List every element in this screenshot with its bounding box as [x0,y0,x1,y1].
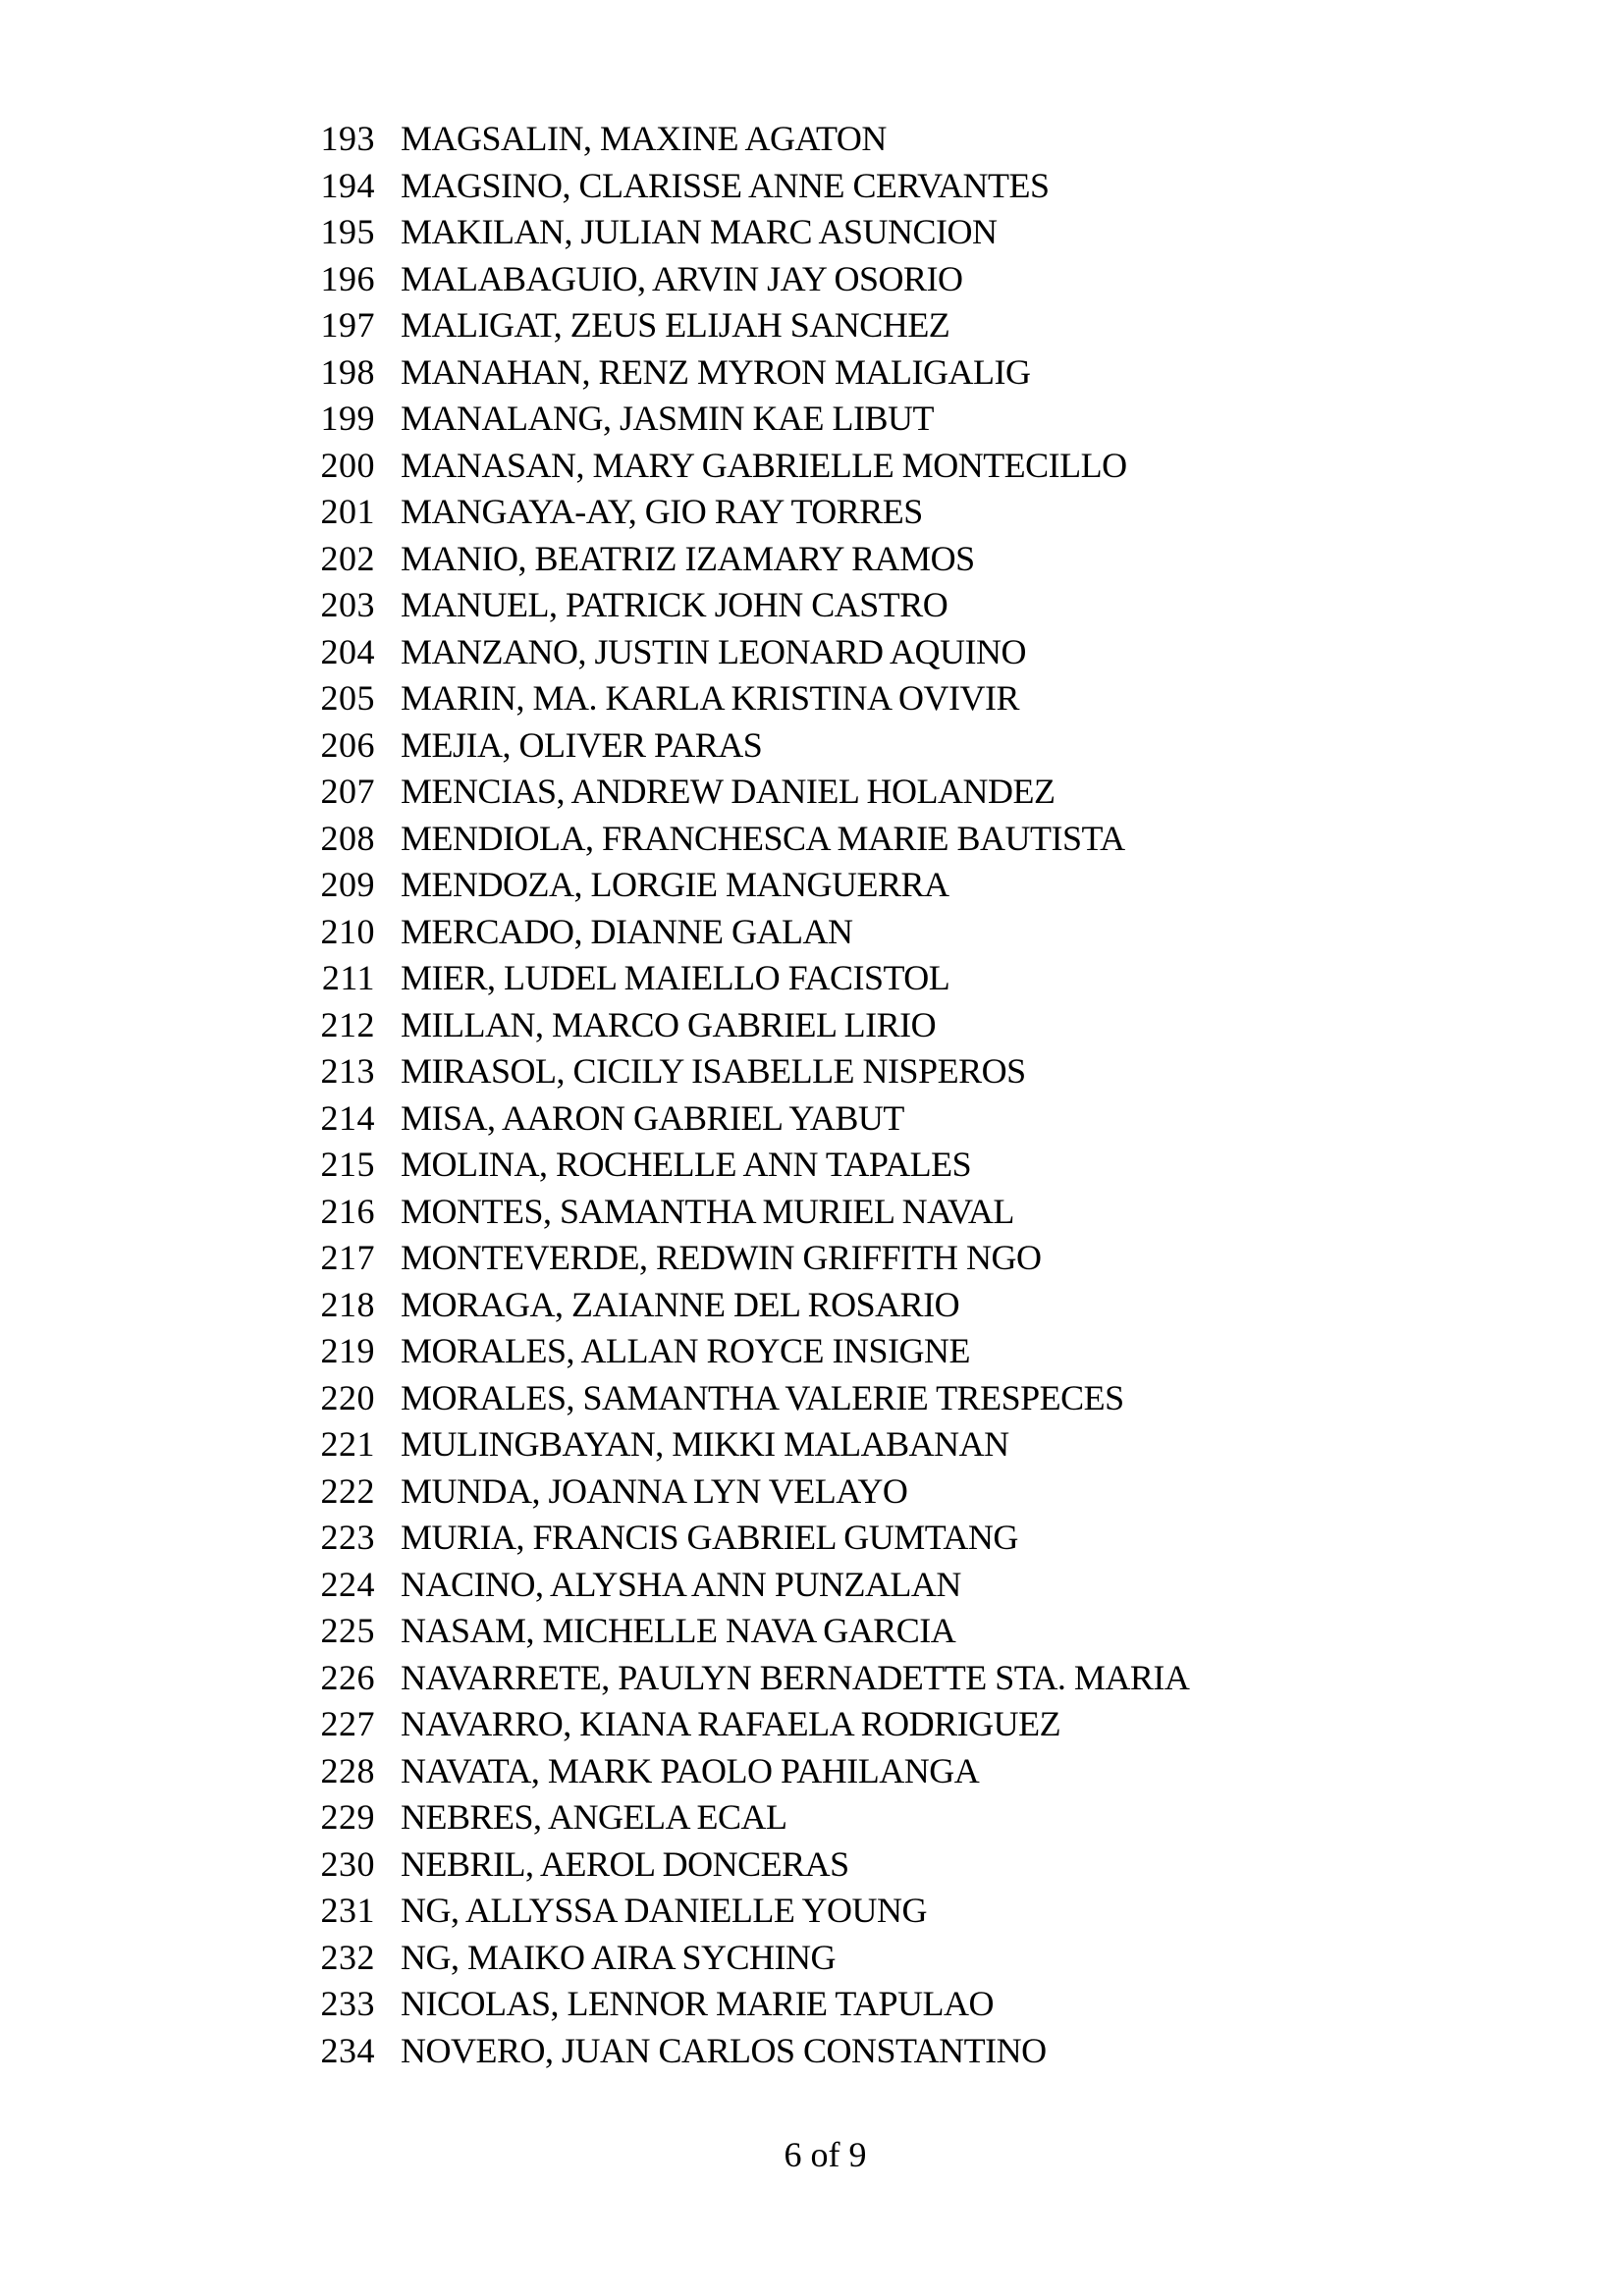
entry-name: NAVARRO, KIANA RAFAELA RODRIGUEZ [401,1704,1061,1743]
name-list [0,116,1189,2074]
list-item [0,302,1189,349]
entry-number: 207 [320,772,375,811]
list-item [0,909,1189,956]
entry-number: 206 [320,724,375,765]
entry-name: MANIO, BEATRIZ IZAMARY RAMOS [401,538,975,578]
entry-name: MAKILAN, JULIAN MARC ASUNCION [401,212,998,251]
entry-number: 222 [320,1470,375,1511]
entry-name: MORALES, SAMANTHA VALERIE TRESPECES [401,1377,1124,1417]
list-item [0,163,1189,210]
entry-name: MORAGA, ZAIANNE DEL ROSARIO [401,1284,960,1324]
entry-number: 216 [320,1191,375,1231]
entry-name: MISA, AARON GABRIEL YABUT [401,1097,904,1138]
entry-name: NEBRIL, AEROL DONCERAS [401,1843,849,1884]
entry-name: MANUEL, PATRICK JOHN CASTRO [401,585,948,624]
list-item [0,396,1189,443]
entry-number: 202 [320,538,375,578]
list-item [0,1002,1189,1049]
list-item [0,2028,1189,2075]
list-item [0,1282,1189,1329]
entry-number: 229 [320,1797,375,1837]
list-item [0,1842,1189,1889]
list-item [0,1562,1189,1609]
list-item [0,1468,1189,1516]
list-item [0,1142,1189,1189]
entry-name: MIRASOL, CICILY ISABELLE NISPEROS [401,1051,1026,1091]
entry-number: 205 [320,678,375,718]
list-item [0,955,1189,1002]
entry-number: 227 [320,1704,375,1743]
entry-name: NAVATA, MARK PAOLO PAHILANGA [401,1750,980,1790]
entry-name: MANAHAN, RENZ MYRON MALIGALIG [401,351,1031,392]
entry-name: NEBRES, ANGELA ECAL [401,1797,787,1837]
entry-number: 230 [320,1843,375,1884]
entry-name: MOLINA, ROCHELLE ANN TAPALES [401,1145,972,1184]
list-item [0,1048,1189,1095]
entry-number: 217 [320,1238,375,1277]
list-item [0,1935,1189,1982]
entry-number: 231 [320,1891,375,1930]
list-item [0,1888,1189,1935]
entry-name: MULINGBAYAN, MIKKI MALABANAN [401,1424,1009,1464]
list-item [0,1095,1189,1143]
page-number: 6 of 9 [784,2135,867,2174]
list-item [0,1328,1189,1375]
list-item [0,489,1189,536]
entry-number: 221 [320,1424,375,1464]
entry-number: 228 [320,1750,375,1790]
entry-name: NACINO, ALYSHA ANN PUNZALAN [401,1564,961,1604]
entry-number: 213 [320,1051,375,1091]
list-item [0,1608,1189,1655]
list-item [0,862,1189,909]
entry-name: NG, ALLYSSA DANIELLE YOUNG [401,1891,928,1930]
entry-name: MERCADO, DIANNE GALAN [401,911,853,951]
entry-number: 199 [320,399,375,438]
entry-number: 220 [320,1377,375,1417]
entry-name: NASAM, MICHELLE NAVA GARCIA [401,1611,956,1650]
list-item [0,1375,1189,1422]
entry-name: MAGSINO, CLARISSE ANNE CERVANTES [401,165,1050,205]
entry-name: MEJIA, OLIVER PARAS [401,724,763,765]
list-item [0,1189,1189,1236]
entry-number: 194 [320,165,375,205]
entry-name: MIER, LUDEL MAIELLO FACISTOL [401,958,950,997]
list-item [0,536,1189,583]
entry-number: 215 [320,1145,375,1184]
entry-name: MENDIOLA, FRANCHESCA MARIE BAUTISTA [401,818,1125,858]
entry-number: 232 [320,1937,375,1977]
entry-number: 211 [321,958,375,997]
entry-name: MENDOZA, LORGIE MANGUERRA [401,865,949,904]
entry-number: 196 [320,258,375,298]
list-item [0,1794,1189,1842]
entry-name: MANALANG, JASMIN KAE LIBUT [401,399,934,438]
entry-number: 209 [320,865,375,904]
list-item [0,1421,1189,1468]
entry-name: MORALES, ALLAN ROYCE INSIGNE [401,1331,970,1370]
list-item [0,256,1189,303]
entry-number: 234 [320,2030,375,2070]
entry-name: MILLAN, MARCO GABRIEL LIRIO [401,1004,937,1044]
list-item [0,675,1189,722]
list-item [0,443,1189,490]
entry-name: NICOLAS, LENNOR MARIE TAPULAO [401,1984,994,2023]
entry-number: 204 [320,631,375,671]
entry-number: 219 [320,1331,375,1370]
list-item [0,209,1189,256]
entry-number: 224 [320,1564,375,1604]
entry-number: 233 [320,1984,375,2023]
entry-number: 203 [320,585,375,624]
list-item [0,722,1189,770]
entry-number: 200 [320,445,375,485]
entry-name: NG, MAIKO AIRA SYCHING [401,1937,837,1977]
list-item [0,769,1189,816]
entry-name: MAGSALIN, MAXINE AGATON [401,119,887,158]
entry-number: 218 [320,1284,375,1324]
entry-name: MANASAN, MARY GABRIELLE MONTECILLO [401,445,1127,485]
list-item [0,1655,1189,1702]
entry-name: MENCIAS, ANDREW DANIEL HOLANDEZ [401,772,1056,811]
list-item [0,629,1189,676]
entry-name: MARIN, MA. KARLA KRISTINA OVIVIR [401,678,1020,718]
entry-number: 212 [320,1004,375,1044]
entry-number: 193 [320,119,375,158]
list-item [0,1981,1189,2028]
list-item [0,1701,1189,1748]
entry-name: MURIA, FRANCIS GABRIEL GUMTANG [401,1518,1018,1557]
list-item [0,1748,1189,1795]
list-item [0,116,1189,163]
list-item [0,1235,1189,1282]
entry-number: 223 [320,1518,375,1557]
list-item [0,1515,1189,1562]
entry-name: MONTEVERDE, REDWIN GRIFFITH NGO [401,1238,1042,1277]
entry-number: 214 [320,1097,375,1138]
entry-number: 198 [320,351,375,392]
list-item [0,582,1189,629]
list-item [0,816,1189,863]
entry-name: NAVARRETE, PAULYN BERNADETTE STA. MARIA [401,1657,1190,1697]
entry-number: 208 [320,818,375,858]
list-item [0,349,1189,397]
entry-number: 201 [320,492,375,531]
entry-name: MONTES, SAMANTHA MURIEL NAVAL [401,1191,1014,1231]
entry-number: 195 [320,212,375,251]
entry-name: MUNDA, JOANNA LYN VELAYO [401,1470,908,1511]
entry-number: 197 [320,305,375,345]
entry-name: MALABAGUIO, ARVIN JAY OSORIO [401,258,963,298]
entry-number: 226 [320,1657,375,1697]
entry-name: MANZANO, JUSTIN LEONARD AQUINO [401,631,1026,671]
entry-number: 210 [320,911,375,951]
entry-name: MANGAYA-AY, GIO RAY TORRES [401,492,923,531]
entry-name: MALIGAT, ZEUS ELIJAH SANCHEZ [401,305,950,345]
entry-name: NOVERO, JUAN CARLOS CONSTANTINO [401,2030,1047,2070]
entry-number: 225 [320,1611,375,1650]
